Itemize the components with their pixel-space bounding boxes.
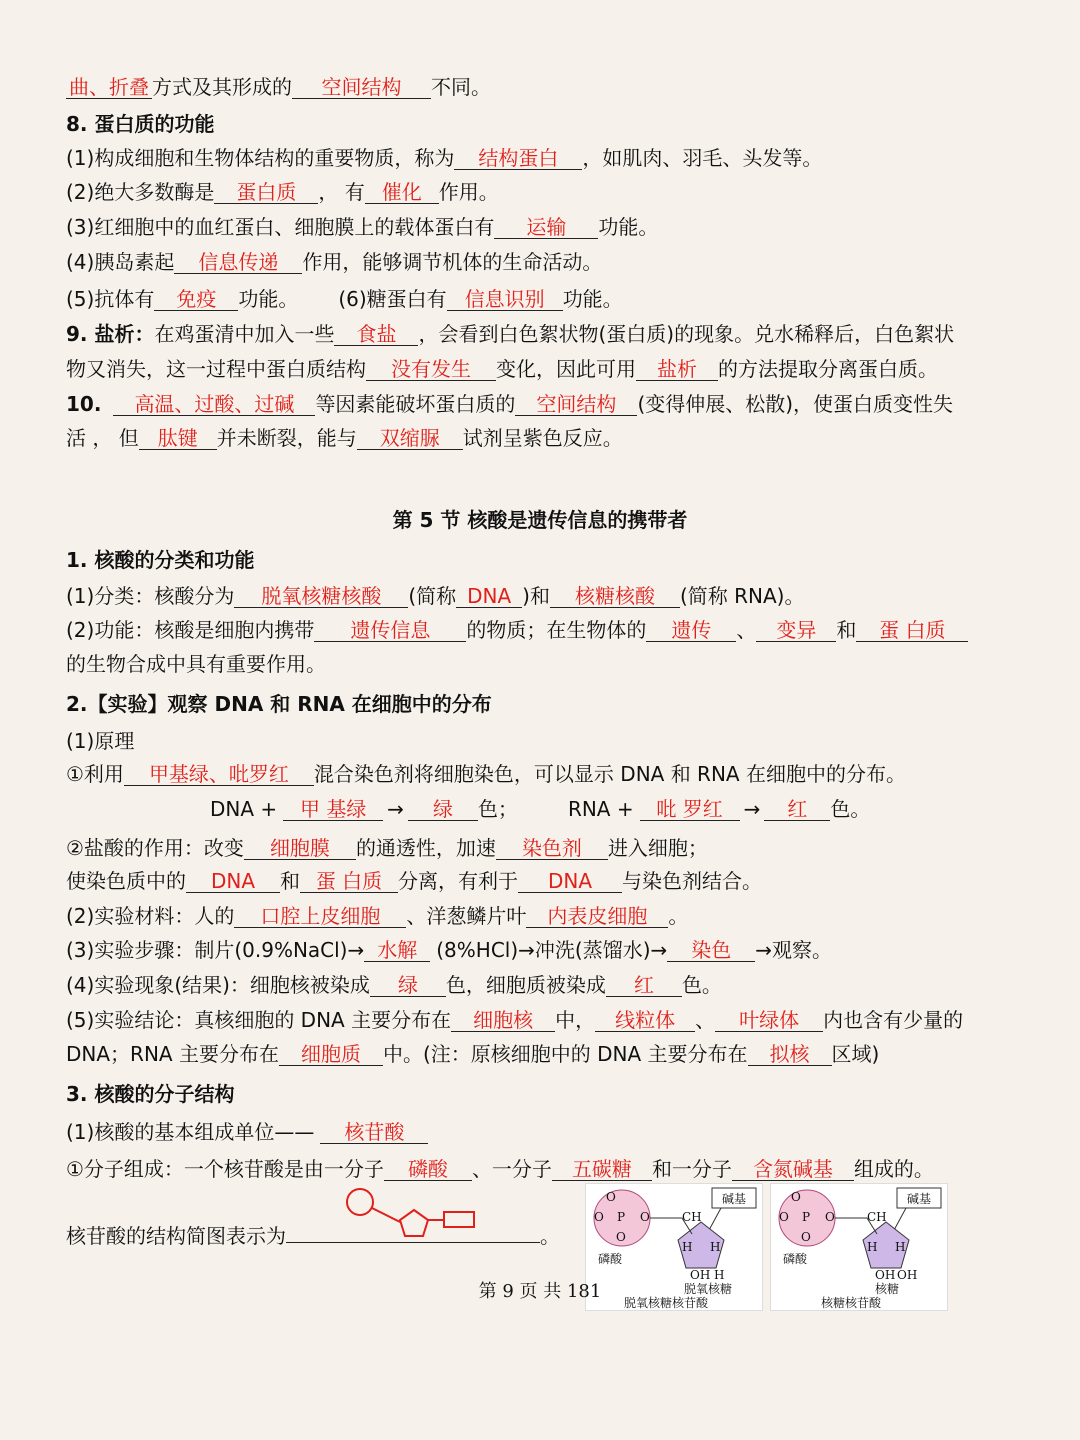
answer-blank: 食盐 [334,323,418,346]
text: DNA + [210,797,278,821]
text-line: 的生物合成中具有重要作用。 [66,652,326,676]
text: 色。 [830,797,871,821]
o-label: O [606,1190,616,1204]
text: 功能。 [598,215,659,239]
text: 色，细胞质被染成 [445,973,606,997]
text: ， 有 [318,180,365,204]
text: 、 [695,1008,716,1032]
text: (3)红细胞中的血红蛋白、细胞膜上的载体蛋白有 [66,215,495,239]
text: 作用，能够调节机体的生命活动。 [302,250,603,274]
page-number: 第 9 页 共 181 [478,1281,602,1302]
text: (1)分类：核酸分为 [66,584,235,608]
answer-blank: 含氮碱基 [732,1158,854,1181]
text: (4)胰岛素起 [66,250,175,274]
text: ，会看到白色絮状物(蛋白质)的现象。兑水稀释后，白色絮状 [418,322,955,346]
section-heading: 1. 核酸的分类和功能 [66,548,255,572]
sugar-label: 脱氧核糖 [684,1282,733,1296]
answer-blank: 叶绿体 [715,1009,823,1032]
answer-blank: 肽键 [139,427,217,450]
answer-blank: 甲 基绿 [283,798,383,821]
answer-blank: 空间结构 [292,76,431,99]
answer-blank: DNA [186,870,280,893]
text-line [66,973,722,997]
text-line [66,584,804,608]
answer-blank: 没有发生 [366,358,496,381]
text: 混合染色剂将细胞染色，可以显示 DNA 和 RNA 在细胞中的分布。 [313,762,906,786]
text: 等因素能破坏蛋白质的 [315,392,516,416]
text: (5)实验结论：真核细胞的 DNA 主要分布在 [66,1008,452,1032]
text: )和 [522,584,550,608]
text-line [66,938,832,962]
arrow: → [743,797,761,821]
answer-blank: 信息识别 [447,288,563,311]
o-label: O [594,1210,604,1224]
o-label: O [791,1190,801,1204]
answer-blank: 结构蛋白 [454,147,582,170]
answer-blank: 运输 [494,216,598,239]
answer-blank: 磷酸 [384,1158,472,1181]
text: 、 [736,618,757,642]
answer-blank: 口腔上皮细胞 [234,905,406,928]
answer-blank: 绿 [408,798,478,821]
h-label: H [867,1240,878,1254]
answer-blank: 绿 [370,974,446,997]
answer-blank: 遗传信息 [314,619,466,642]
text-line [66,618,968,642]
text: 组成的。 [853,1157,934,1181]
ch2-label: CH [682,1210,702,1224]
answer-blank: 遗传 [646,619,736,642]
answer-blank: 红 [764,798,830,821]
text: ①利用 [66,762,124,786]
text-line [66,180,499,204]
answer-blank: 催化 [365,181,439,204]
p-label: P [617,1210,626,1224]
text: (简称 [408,584,457,608]
text: 物又消失，这一过程中蛋白质结构 [66,357,366,381]
text: 试剂呈紫色反应。 [462,426,623,450]
text: 中。(注：原核细胞中的 DNA 主要分布在 [382,1042,748,1066]
text-line [66,1008,963,1032]
answer-blank: 核苷酸 [320,1121,428,1144]
phosphate-circle [347,1189,373,1215]
text: ①分子组成：一个核苷酸是由一分子 [66,1157,384,1181]
phosphate-label: 磷酸 [598,1252,623,1266]
text-line [66,1042,879,1066]
text: (变得伸展、松散)，使蛋白质变性失 [637,392,954,416]
answer-blank: 免疫 [154,288,238,311]
answer-blank: 细胞膜 [244,837,356,860]
answer-blank: 水解 [364,939,430,962]
o-label: O [801,1230,811,1244]
sugar-label: 核糖 [875,1282,900,1296]
text: (3)实验步骤：制片(0.9%NaCl)→ [66,938,365,962]
text-line [66,426,623,450]
text: 功能。 [238,287,299,311]
text: 内也含有少量的 [823,1008,964,1032]
text: 中， [555,1008,596,1032]
text: (简称 RNA)。 [679,584,805,608]
section-heading: 2.【实验】观察 DNA 和 RNA 在细胞中的分布 [66,692,492,716]
base-label: 碱基 [722,1192,747,1206]
item-number: 10. [66,392,102,416]
text: 并未断裂，能与 [216,426,357,450]
text: DNA；RNA 主要分布在 [66,1042,279,1066]
answer-blank: 双缩脲 [357,427,463,450]
ch2-label: CH [867,1210,887,1224]
answer-blank: 五碳糖 [552,1158,652,1181]
text: (6)糖蛋白有 [338,287,447,311]
text: (1)构成细胞和生物体结构的重要物质，称为 [66,146,455,170]
answer-blank: 盐析 [636,358,718,381]
answer-blank: 变异 [756,619,836,642]
o-label: O [779,1210,789,1224]
text: (2)功能：核酸是细胞内携带 [66,618,315,642]
text-line [66,75,491,99]
answer-blank: DNA [456,585,522,608]
answer-blank: 蛋白质 [214,181,318,204]
text: 使染色质中的 [66,869,186,893]
text-line [66,869,762,893]
text-line [66,904,688,928]
o-label: O [640,1210,650,1224]
answer-blank: 曲、折叠 [66,76,152,99]
o-label: O [825,1210,835,1224]
h-label: H [682,1240,693,1254]
h-label: H [710,1240,721,1254]
answer-blank: 拟核 [748,1043,832,1066]
text-line [66,357,938,381]
text: 区域) [831,1042,880,1066]
text: 分离，有利于 [398,869,518,893]
oh-label: OH [690,1268,711,1282]
text: 进入细胞； [607,836,708,860]
text: 、一分子 [471,1157,552,1181]
sugar-pentagon [400,1210,428,1236]
text: 。 [540,1224,560,1248]
text: 在鸡蛋清中加入一些 [154,322,335,346]
text: 功能。 [562,287,623,311]
text-line [66,762,906,786]
answer-blank: DNA [518,870,622,893]
bond-line [372,1208,400,1222]
oh-label: OH [897,1268,918,1282]
text: 的通透性，加速 [355,836,496,860]
text: (2)实验材料：人的 [66,904,235,928]
phosphate-label: 磷酸 [783,1252,808,1266]
answer-blank: 线粒体 [595,1009,695,1032]
text: (2)绝大多数酶是 [66,180,215,204]
text: 的物质；在生物体的 [466,618,647,642]
text: 方式及其形成的 [152,75,292,99]
text-line [66,1157,934,1181]
text-line [66,392,953,416]
text-line [66,1224,560,1248]
text: 。 [668,904,689,928]
text-line [210,797,870,821]
answer-blank: 细胞核 [451,1009,555,1032]
o-label: O [616,1230,626,1244]
p-label: P [802,1210,811,1224]
text-line [66,836,708,860]
base-rectangle [444,1212,474,1227]
text-line [66,146,822,170]
text: 的方法提取分离蛋白质。 [718,357,938,381]
answer-blank: 甲基绿、吡罗红 [124,763,314,786]
answer-blank: 染色 [667,939,755,962]
answer-blank: 蛋 白质 [300,870,398,893]
base-label: 碱基 [907,1192,932,1206]
text-line [66,1120,428,1144]
text: 、洋葱鳞片叶 [406,904,527,928]
arrow: → [387,797,404,821]
answer-blank: 内表皮细胞 [526,905,668,928]
answer-blank: 蛋 白质 [856,619,968,642]
answer-blank: 信息传递 [174,251,302,274]
section-title: 第 5 节 核酸是遗传信息的携带者 [392,508,688,532]
text: 作用。 [438,180,499,204]
text-line: (1)原理 [66,729,135,753]
answer-blank: 高温、过酸、过碱 [113,393,315,416]
oh-label: OH [875,1268,896,1282]
text: (8%HCl)→冲洗(蒸馏水)→ [436,938,668,962]
answer-blank: 细胞质 [279,1043,383,1066]
text: 变化，因此可用 [496,357,636,381]
answer-blank: 红 [606,974,682,997]
text-line [66,287,623,311]
nucleotide-sketch [340,1186,480,1246]
answer-blank: 染色剂 [496,837,608,860]
text: (4)实验现象(结果)：细胞核被染成 [66,973,370,997]
answer-blank: 脱氧核糖核酸 [234,585,408,608]
text: 与染色剂结合。 [622,869,762,893]
answer-blank: 核糖核酸 [550,585,680,608]
text: 活 ， 但 [66,426,139,450]
text-line [66,322,954,346]
text-line [66,215,658,239]
text-line [66,250,602,274]
figure-caption: 脱氧核糖核苷酸 [624,1296,709,1310]
item-number: 9. 盐析： [66,322,155,346]
text: ，如肌肉、羽毛、头发等。 [582,146,823,170]
text: (1)核酸的基本组成单位—— [66,1120,315,1144]
text: RNA + [567,797,634,821]
answer-blank: 空间结构 [515,393,637,416]
text: 不同。 [431,75,491,99]
h-label: H [895,1240,906,1254]
section-heading: 3. 核酸的分子结构 [66,1082,235,1106]
text: 色； [477,797,518,821]
section-heading: 8. 蛋白质的功能 [66,112,215,136]
answer-blank: 吡 罗红 [640,798,740,821]
text: 和一分子 [651,1157,732,1181]
h-label: H [714,1268,725,1282]
text: →观察。 [755,938,833,962]
text: (5)抗体有 [66,287,155,311]
text: 色。 [681,973,722,997]
text: 核苷酸的结构简图表示为 [66,1224,286,1248]
figure-caption: 核糖核苷酸 [821,1296,882,1310]
text: ②盐酸的作用：改变 [66,836,244,860]
text: 和 [836,618,857,642]
text: 和 [280,869,300,893]
